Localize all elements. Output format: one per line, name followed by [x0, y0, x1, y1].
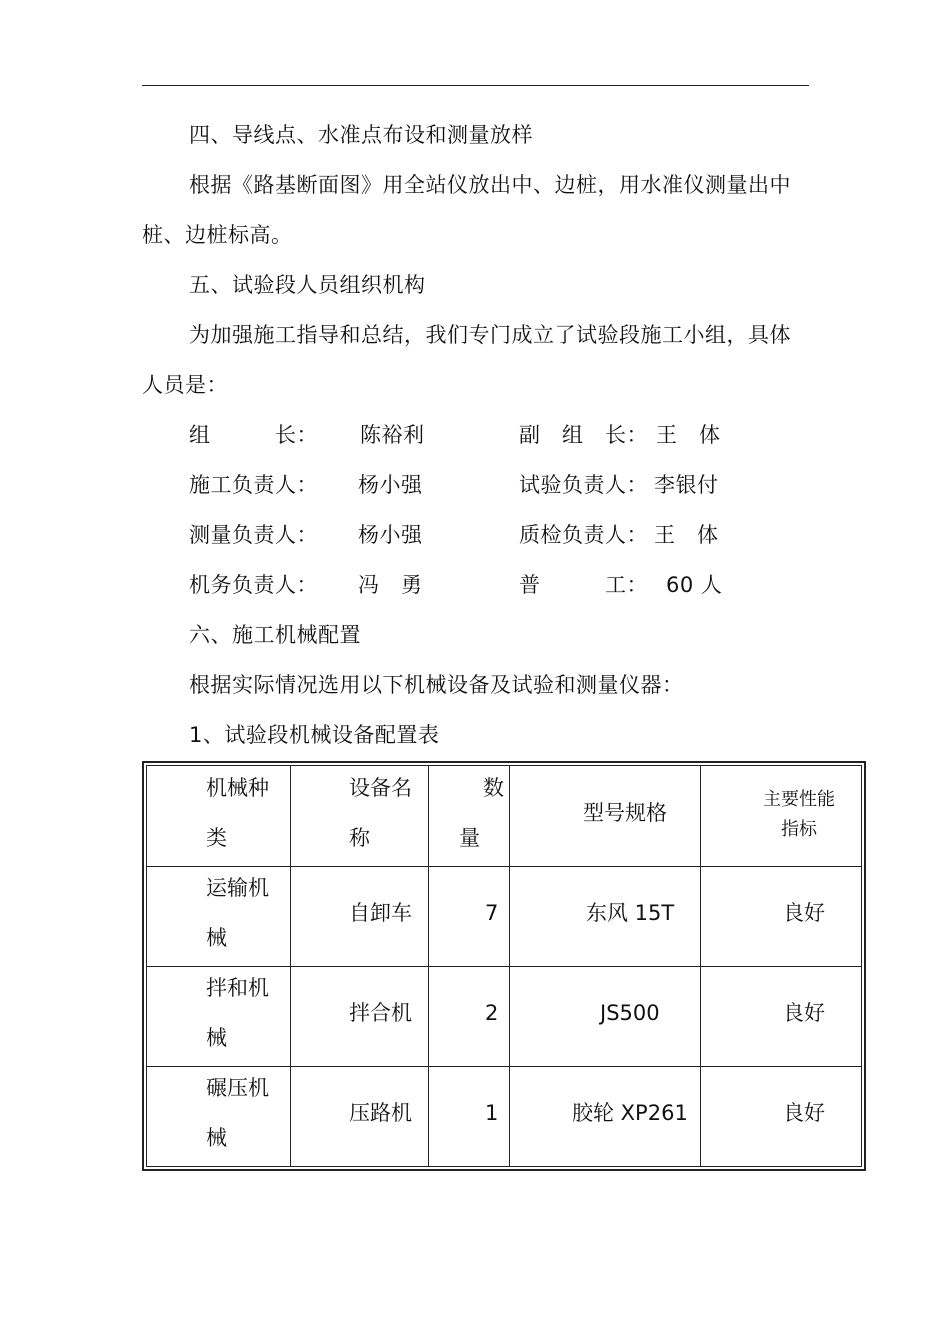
- cell-type-line2: 械: [206, 1026, 227, 1050]
- header-performance-line1: 主要性能: [763, 789, 835, 810]
- table-row-divider: [146, 866, 862, 867]
- header-type-line2: 类: [206, 826, 227, 850]
- cell-type-line2: 械: [206, 1126, 227, 1150]
- staff-role: 质检负责人：: [519, 523, 648, 547]
- staff-name: 陈裕利: [360, 423, 425, 447]
- header-type-line1: 机械种: [206, 776, 269, 800]
- staff-name: 冯 勇: [358, 573, 423, 597]
- cell-qty: 2: [485, 1001, 499, 1025]
- cell-qty: 7: [485, 901, 499, 925]
- section6-paragraph: 根据实际情况选用以下机械设备及试验和测量仪器：: [189, 673, 684, 697]
- cell-model: 东风 15T: [586, 901, 675, 925]
- cell-type-line1: 拌和机: [206, 976, 269, 1000]
- staff-role: 施工负责人：: [189, 473, 318, 497]
- staff-role: 机务负责人：: [189, 573, 318, 597]
- cell-performance: 良好: [783, 901, 825, 925]
- table-title: 1、试验段机械设备配置表: [189, 723, 440, 747]
- section4-heading: 四、导线点、水准点布设和测量放样: [189, 123, 533, 147]
- section4-paragraph-line1: 根据《路基断面图》用全站仪放出中、边桩，用水准仪测量出中: [189, 173, 791, 197]
- header-qty-line1: 数: [483, 776, 504, 800]
- cell-type-line1: 运输机: [206, 876, 269, 900]
- staff-name: 王 体: [656, 423, 721, 447]
- staff-role: 副 组 长：: [519, 423, 648, 447]
- staff-name: 60 人: [666, 573, 723, 597]
- staff-role: 测量负责人：: [189, 523, 318, 547]
- cell-name: 拌合机: [349, 1001, 412, 1025]
- section4-paragraph-line2: 桩、边桩标高。: [142, 223, 293, 247]
- header-name-line2: 称: [349, 826, 370, 850]
- section6-heading: 六、施工机械配置: [189, 623, 361, 647]
- staff-name: 杨小强: [358, 523, 423, 547]
- staff-role: 试验负责人：: [519, 473, 648, 497]
- cell-type-line2: 械: [206, 926, 227, 950]
- header-name-line1: 设备名: [349, 776, 412, 800]
- cell-name: 压路机: [349, 1101, 412, 1125]
- header-performance-line2: 指标: [781, 819, 817, 840]
- header-rule: [142, 85, 809, 86]
- header-model: 型号规格: [583, 801, 667, 825]
- cell-type-line1: 碾压机: [206, 1076, 269, 1100]
- staff-name: 杨小强: [358, 473, 423, 497]
- cell-performance: 良好: [783, 1101, 825, 1125]
- cell-performance: 良好: [783, 1001, 825, 1025]
- cell-name: 自卸车: [349, 901, 412, 925]
- cell-model: JS500: [600, 1001, 660, 1025]
- section5-paragraph-line1: 为加强施工指导和总结，我们专门成立了试验段施工小组，具体: [189, 323, 791, 347]
- table-row-divider: [146, 966, 862, 967]
- staff-name: 李银付: [654, 473, 719, 497]
- staff-name: 王 体: [654, 523, 719, 547]
- cell-model: 胶轮 XP261: [572, 1101, 688, 1125]
- cell-qty: 1: [485, 1101, 499, 1125]
- section5-paragraph-line2: 人员是：: [142, 373, 228, 397]
- table-row-divider: [146, 1066, 862, 1067]
- staff-role: 普 工：: [519, 573, 648, 597]
- header-qty-line2: 量: [459, 826, 480, 850]
- staff-role: 组 长：: [189, 423, 318, 447]
- section5-heading: 五、试验段人员组织机构: [189, 273, 426, 297]
